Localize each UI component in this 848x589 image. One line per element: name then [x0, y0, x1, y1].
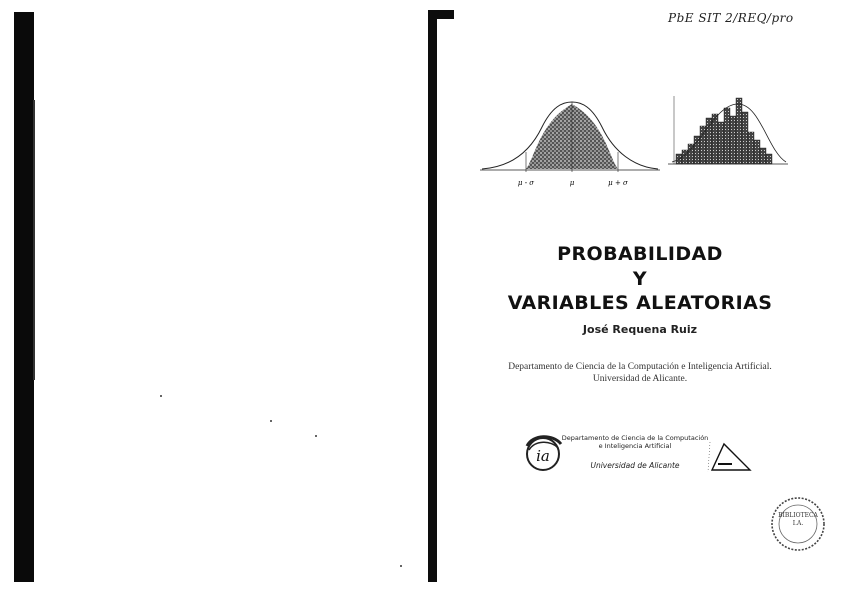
label-mu: μ: [569, 179, 575, 187]
university-logo-text: Universidad de Alicante: [590, 461, 680, 470]
stamp-line-2: I.A.: [792, 520, 804, 527]
affiliation-line-2: Universidad de Alicante.: [592, 374, 688, 384]
ia-logo-icon: [521, 432, 565, 472]
histogram-icon: [668, 96, 788, 168]
spine-shadow: [428, 12, 437, 582]
left-page-edge-line: [33, 100, 35, 380]
affiliation-line-1: Departamento de Ciencia de la Computación e Inteligencia Artificial.: [508, 362, 772, 372]
left-page-edge-shadow: [14, 12, 34, 582]
svg-text:ia: ia: [536, 447, 550, 465]
library-stamp-text: [768, 512, 828, 528]
scan-speck: [160, 395, 162, 397]
author-name: José Requena Ruiz: [582, 323, 698, 336]
affiliation: [440, 361, 840, 385]
normal-distribution-figure: [480, 92, 660, 192]
dept-logo-line-1: Departamento de Ciencia de la Computación: [561, 434, 709, 442]
label-mu-plus-sigma: μ + σ: [608, 179, 628, 187]
title-line-y: Y: [632, 268, 648, 290]
title-line-variables-aleatorias: VARIABLES ALEATORIAS: [507, 292, 773, 314]
label-mu-minus-sigma: μ - σ: [517, 179, 535, 187]
stamp-line-1: BIBLIOTECA: [778, 512, 818, 519]
triangle-logo-icon: [704, 440, 752, 474]
handwritten-call-number: PbE SIT 2/REQ/pro: [668, 11, 794, 25]
scan-speck: [400, 565, 402, 567]
title-line-probabilidad: PROBABILIDAD: [557, 243, 723, 265]
spine-top-shadow: [428, 10, 454, 19]
scan-speck: [270, 420, 272, 422]
department-logo-text: [560, 434, 710, 450]
scan-speck: [315, 435, 317, 437]
dept-logo-line-2: e Inteligencia Artificial: [598, 442, 672, 450]
